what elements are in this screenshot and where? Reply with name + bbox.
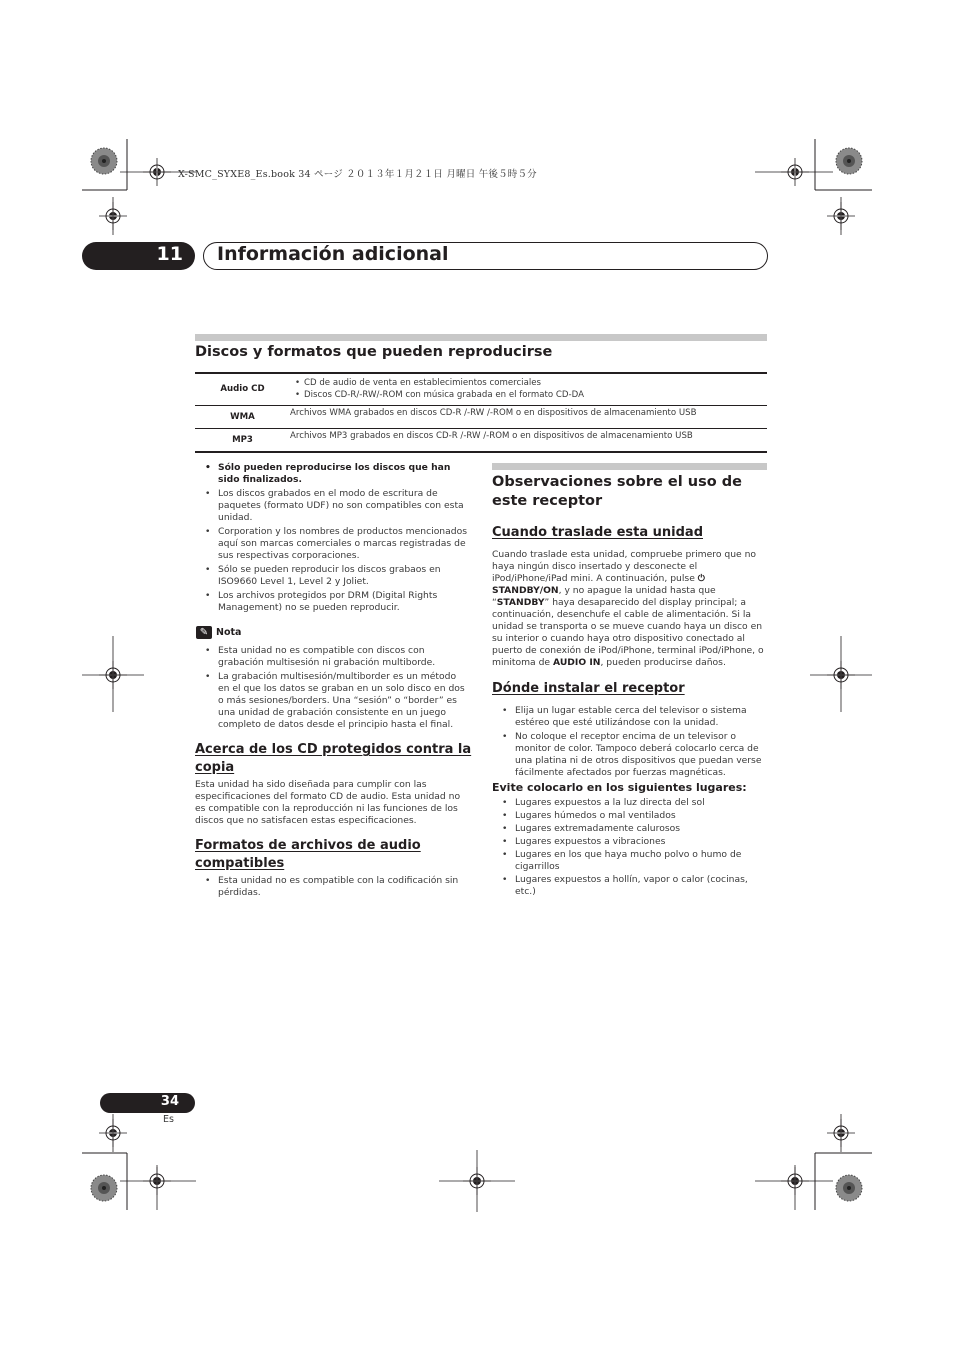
copy-body: Esta unidad ha sido diseñada para cumplir con las especificaciones del formato CD de audio. Esta unidad no es compatible con la reproducción ni las funciones de los discos que no satisfacen estas especificaciones.: [195, 779, 461, 826]
table-value: Archivos WMA grabados en discos CD-R /-RW /-ROM o en dispositivos de almacenamiento USB: [290, 406, 767, 429]
list-item: • No coloque el receptor encima de un televisor o monitor de color. Tampoco deberá colocarlo cerca de una platina ni de otros dispositivos que puedan verse fácilmente afectados por fuerzas magnéticas.: [493, 731, 769, 779]
chapter-number: 11: [156, 243, 183, 265]
list-item: • Lugares extremadamente calurosos: [493, 823, 769, 835]
pencil-note-icon: ✎: [196, 626, 212, 639]
move-text-4: , pueden producirse daños.: [600, 657, 726, 668]
table-row: [195, 373, 767, 406]
table-bullet: • CD de audio de venta en establecimientos comerciales: [290, 377, 767, 389]
avoid-heading: Evite colocarlo en los siguientes lugares:: [492, 781, 747, 794]
section-title-formats: Formatos de archivos de audio compatibles: [195, 838, 421, 871]
list-item: • Lugares en los que haya mucho polvo o humo de cigarrillos: [493, 849, 769, 873]
list-item: • Sólo se pueden reproducir los discos grabaos en ISO9660 Level 1, Level 2 y Joliet.: [196, 564, 470, 588]
page-number-tab: [100, 1093, 195, 1113]
nota-heading: [196, 626, 241, 639]
move-text-1: Cuando traslade esta unidad, compruebe primero que no haya ningún disco insertado y desconecte el iPod/iPhone/iPad mini. A continuación, pulse: [492, 549, 757, 584]
book-info-line: X-SMC_SYXE8_Es.book 34 ページ ２０１３年１月２１日 月曜日 午後５時５分: [178, 169, 537, 180]
move-text-2: , y no apague la unidad hasta que “: [492, 585, 716, 608]
install-list: [493, 705, 769, 781]
list-item: • Lugares húmedos o mal ventilados: [493, 810, 769, 822]
table-key: Audio CD: [195, 373, 290, 406]
standby-on-label: STANDBY/ON: [492, 585, 559, 596]
table-key: WMA: [195, 406, 290, 429]
list-item: • La grabación multisesión/multiborder es un método en el que los datos se graban en un solo disco en dos o más sesiones/borders. Una “sesión” o “border” es una unidad de grabación consistente en un juego completo de datos desde el principio hasta el final.: [196, 671, 470, 731]
list-item: • Lugares expuestos a vibraciones: [493, 836, 769, 848]
move-body: [492, 549, 767, 669]
formats-table: [195, 372, 767, 453]
section-bar: [195, 334, 767, 341]
table-key: MP3: [195, 429, 290, 453]
power-icon: ⏻: [697, 573, 706, 584]
standby-label: STANDBY: [496, 597, 545, 608]
avoid-list: [493, 797, 769, 900]
list-item: • Sólo pueden reproducirse los discos que han sido finalizados.: [196, 462, 470, 486]
section-title-receiver: Observaciones sobre el uso de este receptor: [492, 474, 742, 509]
chapter-title: Información adicional: [217, 243, 449, 265]
list-item: • Esta unidad no es compatible con discos con grabación multisesión ni grabación multiborde.: [196, 645, 470, 669]
page-number: 34: [160, 1094, 179, 1109]
formats-list: [196, 875, 470, 901]
chapter-number-tab: [82, 242, 195, 270]
section-title-discs: Discos y formatos que pueden reproducirse: [195, 344, 553, 360]
list-item: • Corporation y los nombres de productos mencionados aquí son marcas comerciales o marcas registradas de sus respectivas corporaciones.: [196, 526, 470, 562]
list-item: • Lugares expuestos a hollín, vapor o calor (cocinas, etc.): [493, 874, 769, 898]
language-code: Es: [163, 1114, 174, 1125]
list-item: • Los archivos protegidos por DRM (Digital Rights Management) no se pueden reproducir.: [196, 590, 470, 614]
nota-list: [196, 645, 470, 733]
table-value: [290, 373, 767, 406]
table-row: [195, 429, 767, 453]
list-item: • Esta unidad no es compatible con la codificación sin pérdidas.: [196, 875, 470, 899]
chapter-title-box: [203, 242, 768, 270]
list-item: • Los discos grabados en el modo de escritura de paquetes (formato UDF) no son compatibles con esta unidad.: [196, 488, 470, 524]
table-value: Archivos MP3 grabados en discos CD-R /-RW /-ROM o en dispositivos de almacenamiento USB: [290, 429, 767, 453]
audio-in-label: AUDIO IN: [553, 657, 601, 668]
list-item: • Lugares expuestos a la luz directa del sol: [493, 797, 769, 809]
table-row: [195, 406, 767, 429]
section-bar: [492, 463, 767, 470]
subsection-title-move: Cuando traslade esta unidad: [492, 525, 704, 540]
subsection-title-install: Dónde instalar el receptor: [492, 681, 685, 696]
disc-notes-list: [196, 462, 470, 616]
nota-label: Nota: [216, 627, 242, 638]
move-text-3: ” haya desaparecido del display principal; a continuación, desenchufe el cable de alimentación. Si la unidad se transporta o se mueve cuando haya un disco en su interior o cuando haya otro dispositivo conectado al puerto de conexión de iPod/iPhone, terminal iPod/iPhone, o minitoma de: [492, 597, 764, 668]
list-item: • Elija un lugar estable cerca del televisor o sistema estéreo que esté utilizándose con la unidad.: [493, 705, 769, 729]
section-title-copy: Acerca de los CD protegidos contra la copia: [195, 742, 472, 775]
table-bullet: • Discos CD-R/-RW/-ROM con música grabada en el formato CD-DA: [290, 389, 767, 401]
